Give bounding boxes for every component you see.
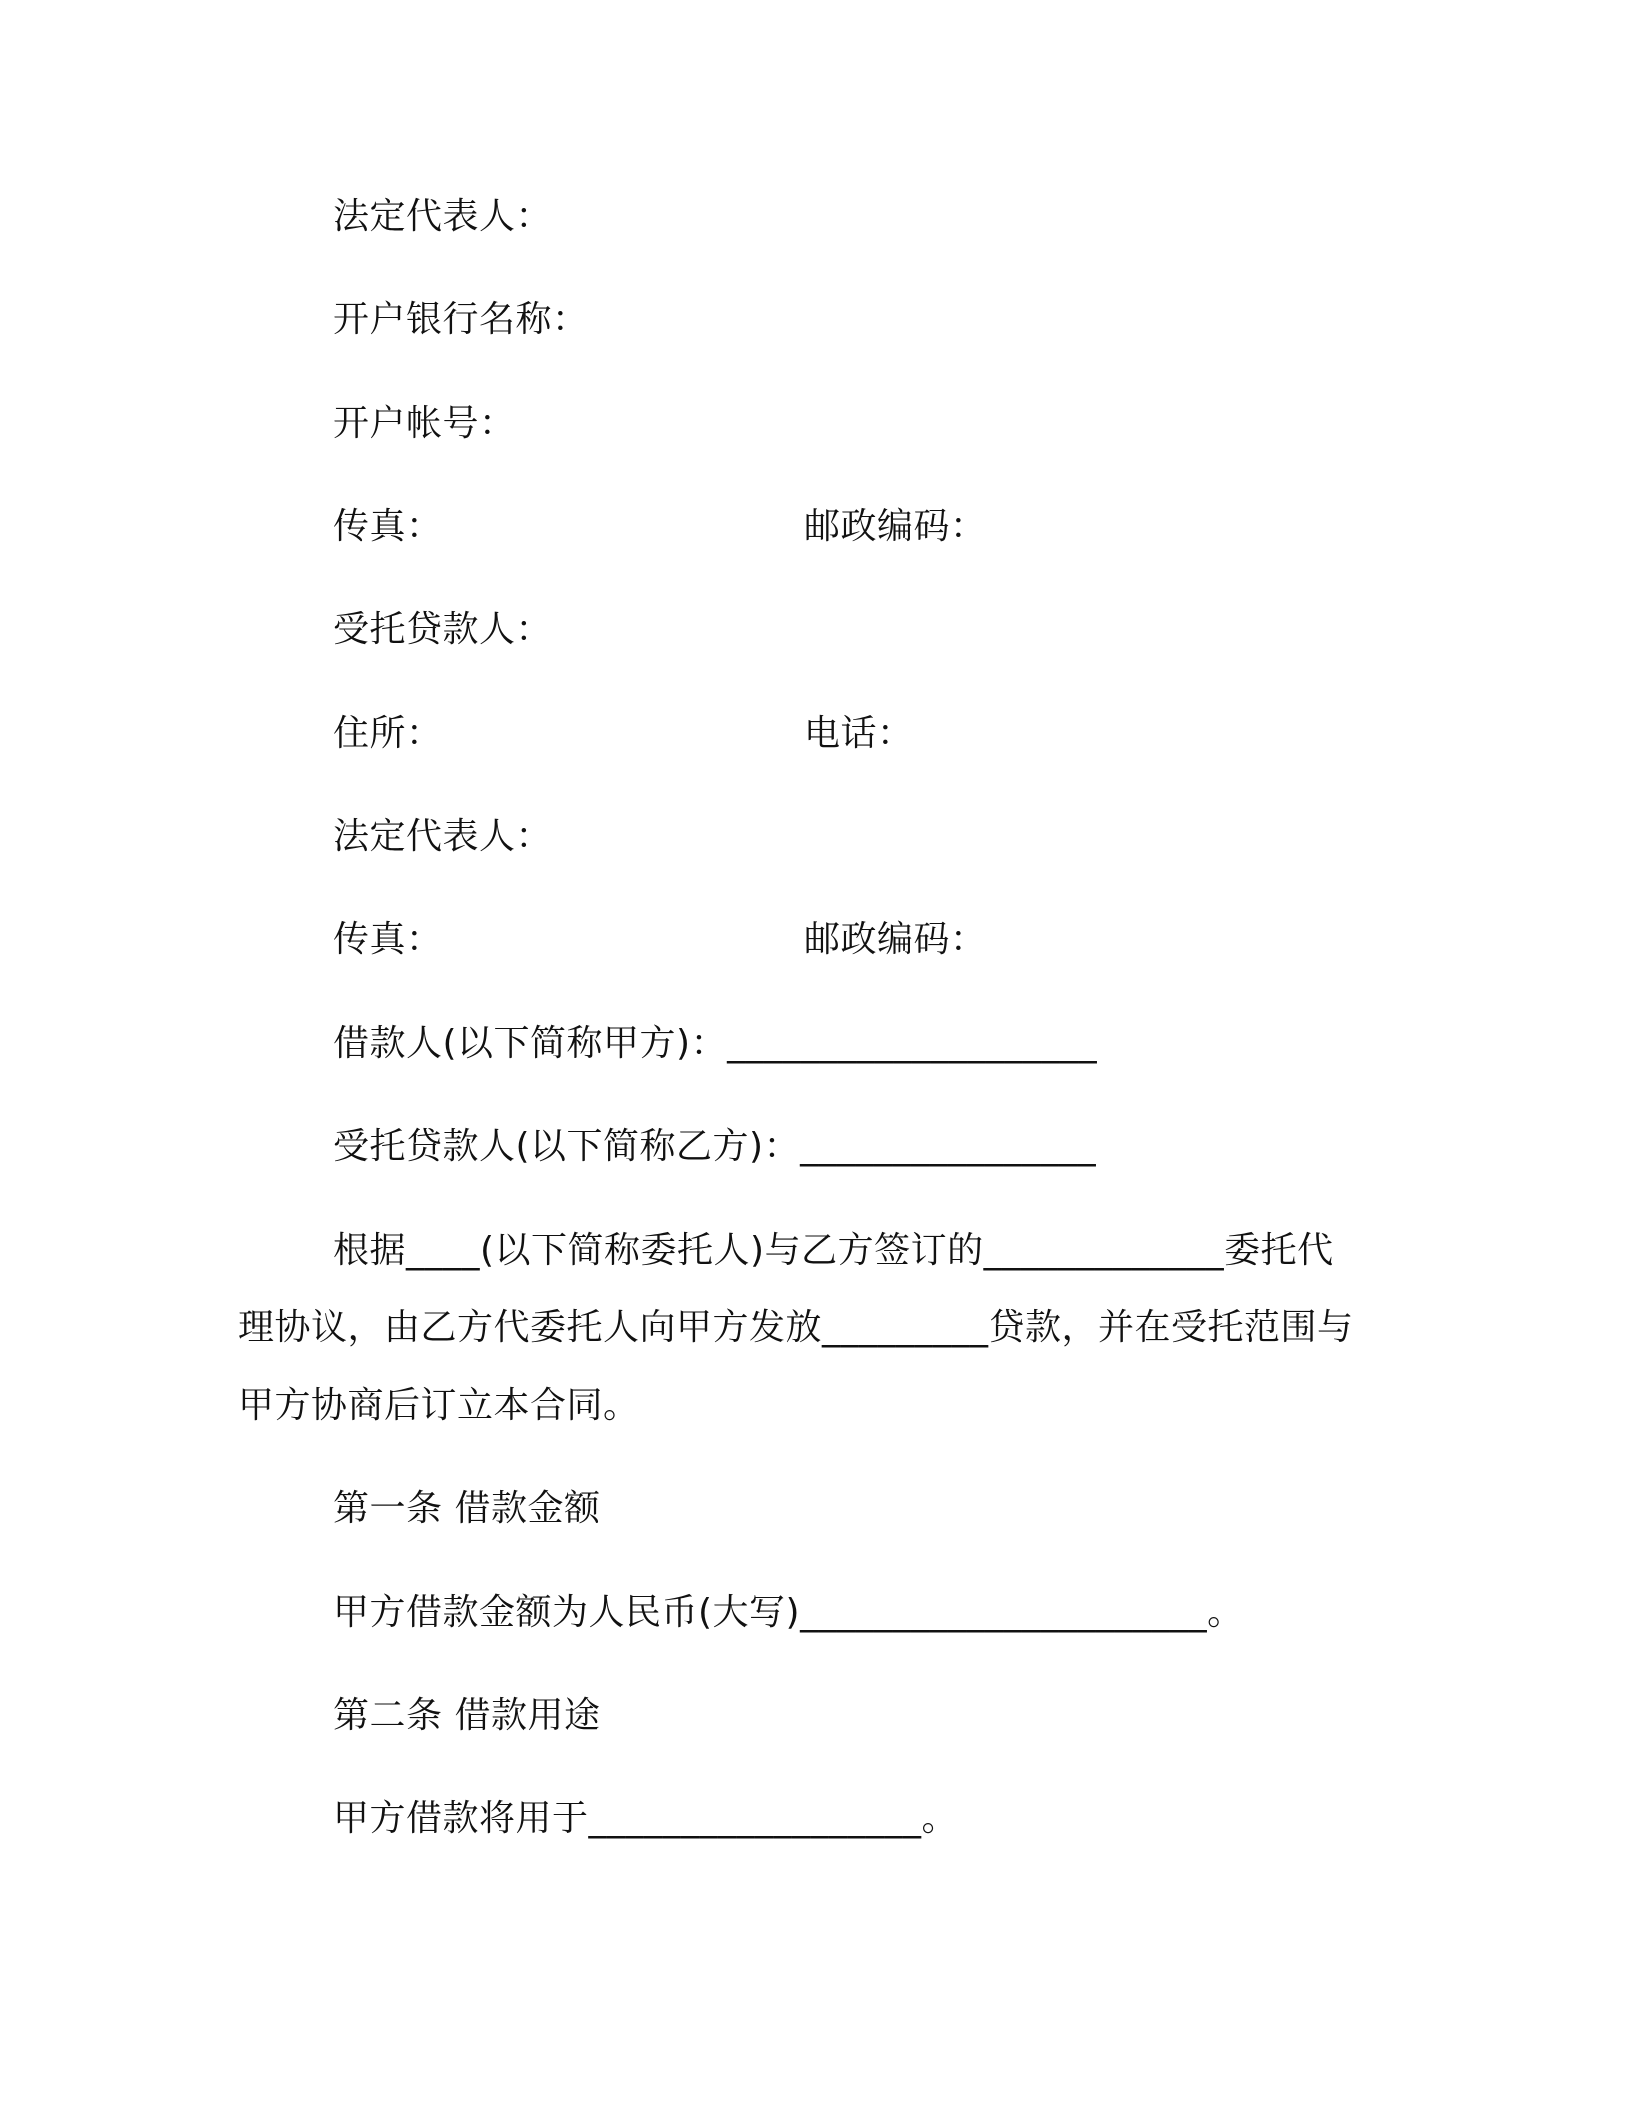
fax-label-2: 传真： xyxy=(333,919,443,960)
bank-name-label: 开户银行名称： xyxy=(333,299,589,340)
article-1-text: 甲方借款金额为人民币(大写)______________________。 xyxy=(333,1592,1244,1633)
legal-representative-label: 法定代表人： xyxy=(333,196,553,237)
borrower-line: 借款人(以下简称甲方)：____________________ xyxy=(333,1023,1098,1064)
legal-representative-label-2: 法定代表人： xyxy=(333,816,553,857)
postal-code-label: 邮政编码： xyxy=(804,506,987,547)
address-label: 住所： xyxy=(333,713,443,754)
fax-label: 传真： xyxy=(333,506,443,547)
trustee-lender-label: 受托贷款人： xyxy=(333,609,553,650)
article-1-heading: 第一条 借款金额 xyxy=(333,1488,601,1529)
preamble-line-3: 甲方协商后订立本合同。 xyxy=(238,1385,640,1426)
bank-account-label: 开户帐号： xyxy=(333,403,516,444)
article-2-heading: 第二条 借款用途 xyxy=(333,1695,601,1736)
article-2-text: 甲方借款将用于__________________。 xyxy=(333,1798,959,1839)
trustee-line: 受托贷款人(以下简称乙方)：________________ xyxy=(333,1126,1097,1167)
postal-code-label-2: 邮政编码： xyxy=(804,919,987,960)
phone-label: 电话： xyxy=(804,713,914,754)
preamble-line-1: 根据____(以下简称委托人)与乙方签订的_____________委托代 xyxy=(333,1230,1334,1271)
preamble-line-2: 理协议，由乙方代委托人向甲方发放_________贷款，并在受托范围与 xyxy=(238,1307,1354,1348)
